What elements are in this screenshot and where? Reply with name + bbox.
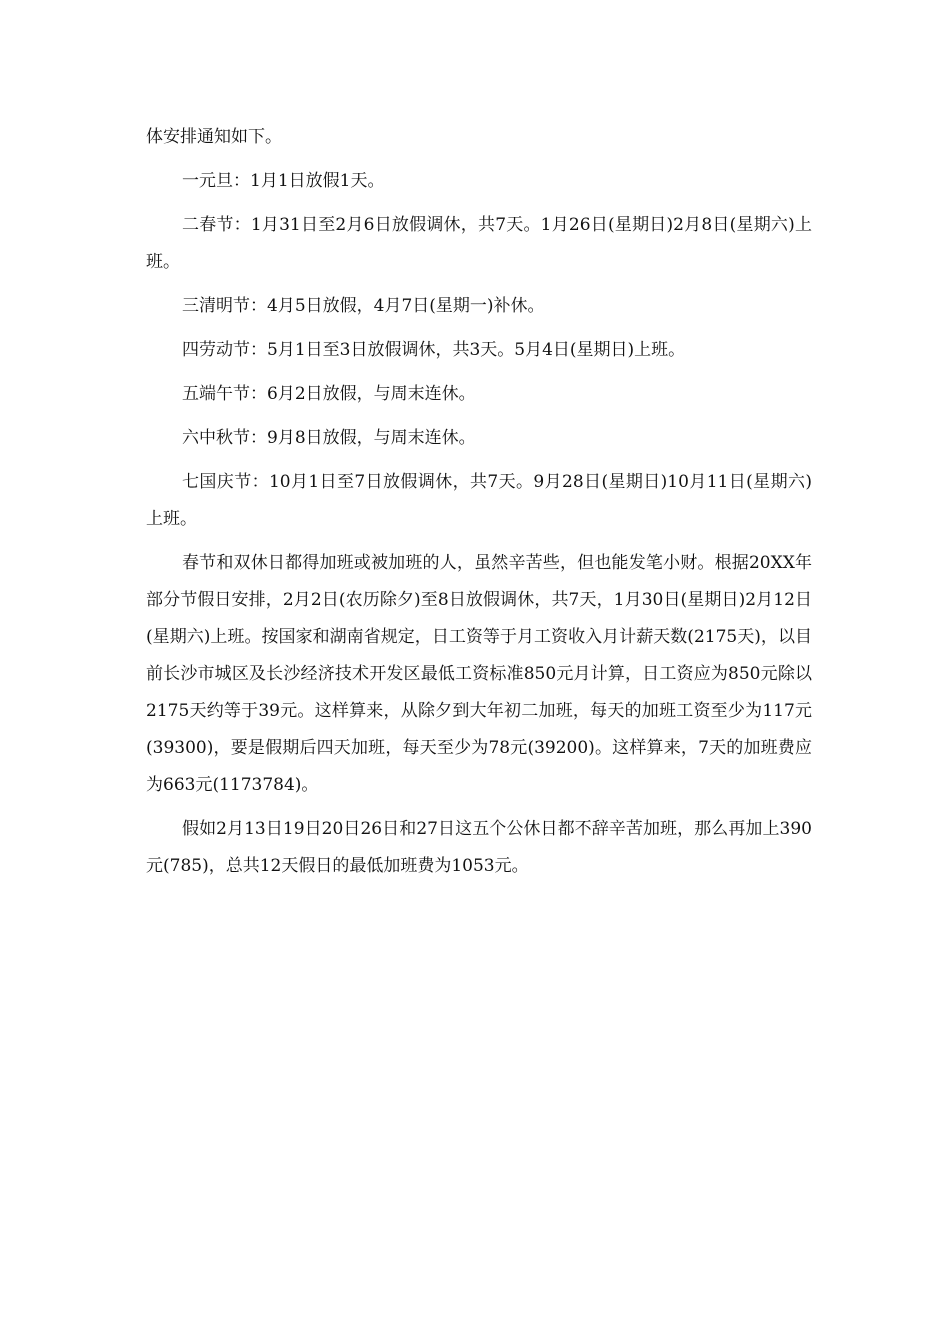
document-body [146, 119, 812, 892]
holiday-spring-festival: 二春节：1月31日至2月6日放假调休，共7天。1月26日(星期日)2月8日(星期六)上班。 [146, 215, 812, 272]
intro-line: 体安排通知如下。 [146, 127, 282, 147]
holiday-national-day: 七国庆节：10月1日至7日放假调休，共7天。9月28日(星期日)10月11日(星期六)上班。 [146, 472, 812, 529]
weekend-overtime-paragraph: 假如2月13日19日20日26日和27日这五个公休日都不辞辛苦加班，那么再加上390元(785)，总共12天假日的最低加班费为1053元。 [146, 819, 812, 876]
holiday-new-year: 一元旦：1月1日放假1天。 [182, 171, 385, 191]
holiday-mid-autumn: 六中秋节：9月8日放假，与周末连休。 [182, 428, 476, 448]
holiday-qingming: 三清明节：4月5日放假，4月7日(星期一)补休。 [182, 296, 545, 316]
overtime-pay-paragraph: 春节和双休日都得加班或被加班的人，虽然辛苦些，但也能发笔小财。根据20XX年部分节假日安排，2月2日(农历除夕)至8日放假调休，共7天，1月30日(星期日)2月12日(星期六)上班。按国家和湖南省规定，日工资等于月工资收入月计薪天数(2175天)，以目前长沙市城区及长沙经济技术开发区最低工资标准850元月计算，日工资应为850元除以2175天约等于39元。这样算来，从除夕到大年初二加班，每天的加班工资至少为117元(39300)，要是假期后四天加班，每天至少为78元(39200)。这样算来，7天的加班费应为663元(1173784)。 [146, 553, 812, 795]
holiday-labor-day: 四劳动节：5月1日至3日放假调休，共3天。5月4日(星期日)上班。 [182, 340, 686, 360]
holiday-dragon-boat: 五端午节：6月2日放假，与周末连休。 [182, 384, 476, 404]
holiday-list [146, 163, 812, 538]
